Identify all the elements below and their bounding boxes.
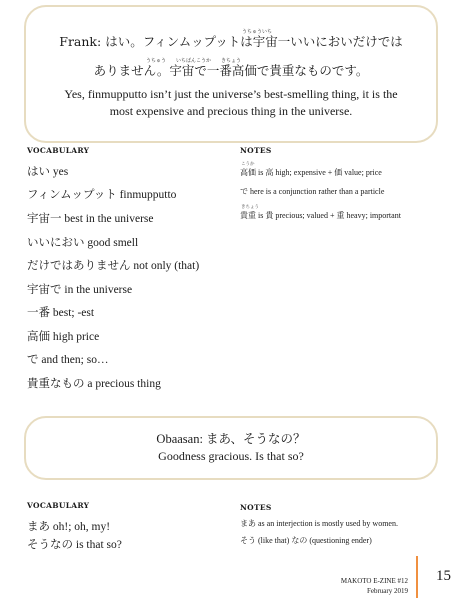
footer-divider xyxy=(416,556,418,598)
vocab-item: はい yes xyxy=(27,166,69,178)
notes-heading: NOTES xyxy=(240,503,272,512)
furigana-line-2: うちゅう いちばんこうか きちょう xyxy=(146,58,242,64)
note-furigana: きちょう xyxy=(241,205,259,210)
note-item: 貴重 is 貴 precious; valued + 重 heavy; important xyxy=(240,211,401,220)
magazine-name: MAKOTO E-ZINE #12 xyxy=(340,577,408,585)
notes-heading: NOTES xyxy=(240,146,272,155)
note-item: まあ as an interjection is mostly used by women. xyxy=(240,519,398,528)
dialogue-translation-line-2: most expensive and precious thing in the universe. xyxy=(109,104,353,118)
vocabulary-heading: VOCABULARY xyxy=(27,146,90,155)
vocab-item: いいにおい good smell xyxy=(27,237,139,249)
issue-date: February 2019 xyxy=(366,587,408,595)
note-furigana: こうか xyxy=(241,162,255,167)
dialogue-japanese-line: Obaasan: まあ、そうなの？ xyxy=(156,432,306,446)
dialogue-japanese-line-2: ありません。宇宙で一番高価で貴重なものです。 xyxy=(93,63,369,78)
dialogue-translation-line-1: Yes, finmupputto isn’t just the universe’s best-smelling thing, it is the xyxy=(64,87,398,101)
vocab-item: 宇宙で in the universe xyxy=(27,284,133,296)
vocab-item: 高価 high price xyxy=(27,331,100,343)
dialogue-box-frank xyxy=(24,5,438,143)
vocab-item: フィンムップット finmupputto xyxy=(27,189,177,201)
vocab-item: 貴重なもの a precious thing xyxy=(27,378,161,390)
page-number: 15 xyxy=(436,568,451,584)
vocab-item: だけではありません not only (that) xyxy=(27,260,200,272)
dialogue-translation-line: Goodness gracious. Is that so? xyxy=(158,449,304,463)
note-item: そう (like that) なの (questioning ender) xyxy=(240,536,372,545)
vocab-item: 一番 best; -est xyxy=(27,307,95,319)
note-item: 高価 is 高 high; expensive + 価 value; price xyxy=(240,168,382,177)
note-item: で here is a conjunction rather than a particle xyxy=(240,187,385,196)
dialogue-japanese-line-1: Frank: はい。フィンムップットは宇宙一いいにおいだけでは xyxy=(59,34,403,49)
vocab-item: まあ oh!; oh, my! xyxy=(27,521,111,533)
vocab-item: 宇宙一 best in the universe xyxy=(27,213,154,225)
vocab-item: そうなの is that so? xyxy=(27,539,122,551)
furigana-line-1: うちゅういち xyxy=(242,29,273,35)
dialogue-box-obaasan xyxy=(24,416,438,480)
vocab-item: で and then; so… xyxy=(27,354,109,366)
vocabulary-heading: VOCABULARY xyxy=(27,501,90,510)
